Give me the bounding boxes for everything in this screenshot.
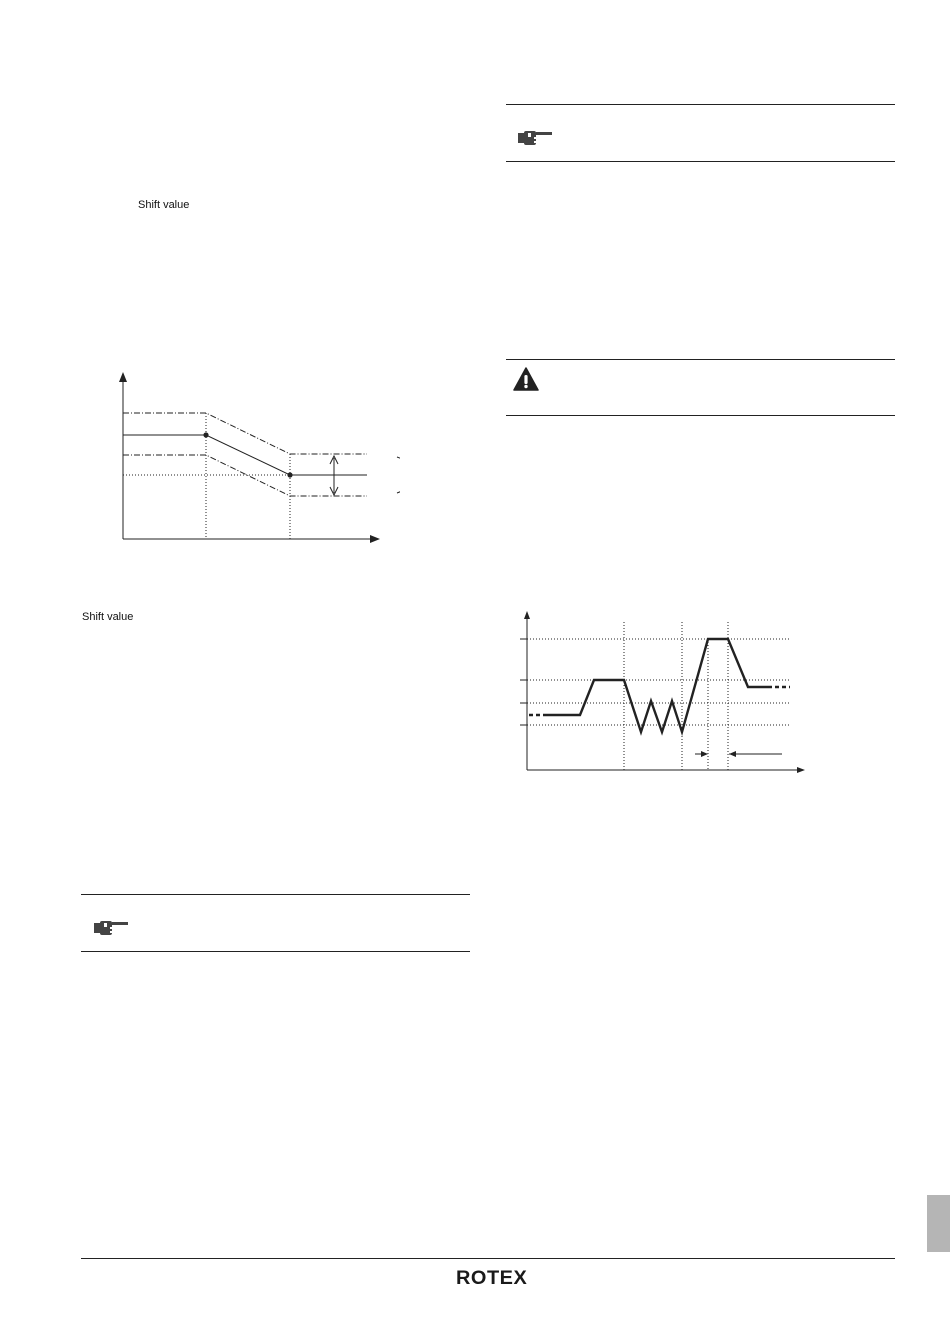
shift-value-label-bottom: Shift value [82, 611, 134, 623]
breakpoint-2 [287, 472, 292, 477]
shift-value-label-top: Shift value [138, 199, 190, 211]
warning-triangle-icon [513, 367, 539, 396]
note-box-left-bottom-rule [81, 951, 470, 952]
note-box-bottom-rule [506, 161, 895, 162]
temperature-profile-diagram [510, 605, 810, 785]
page-edge-tab [927, 1195, 950, 1252]
x-axis-arrowhead [797, 767, 805, 773]
upper-band-line [123, 413, 367, 454]
warning-box-top-rule [506, 359, 895, 360]
note-box-top-rule [506, 104, 895, 105]
breakpoint-1 [203, 432, 208, 437]
setpoint-shift-diagram [100, 365, 400, 555]
x-axis-arrowhead [370, 535, 380, 543]
footer-rule [81, 1258, 895, 1259]
leader-line-top [397, 457, 400, 467]
y-axis-arrowhead [524, 611, 530, 619]
leader-line-bottom [397, 482, 400, 493]
pointing-hand-icon [94, 918, 130, 943]
note-box-left-top-rule [81, 894, 470, 895]
warning-box-bottom-rule [506, 415, 895, 416]
rotex-logo: ROTEX [456, 1268, 528, 1289]
y-axis-arrowhead [119, 372, 127, 382]
temperature-profile-line [546, 639, 768, 732]
pointing-hand-icon [518, 128, 554, 153]
